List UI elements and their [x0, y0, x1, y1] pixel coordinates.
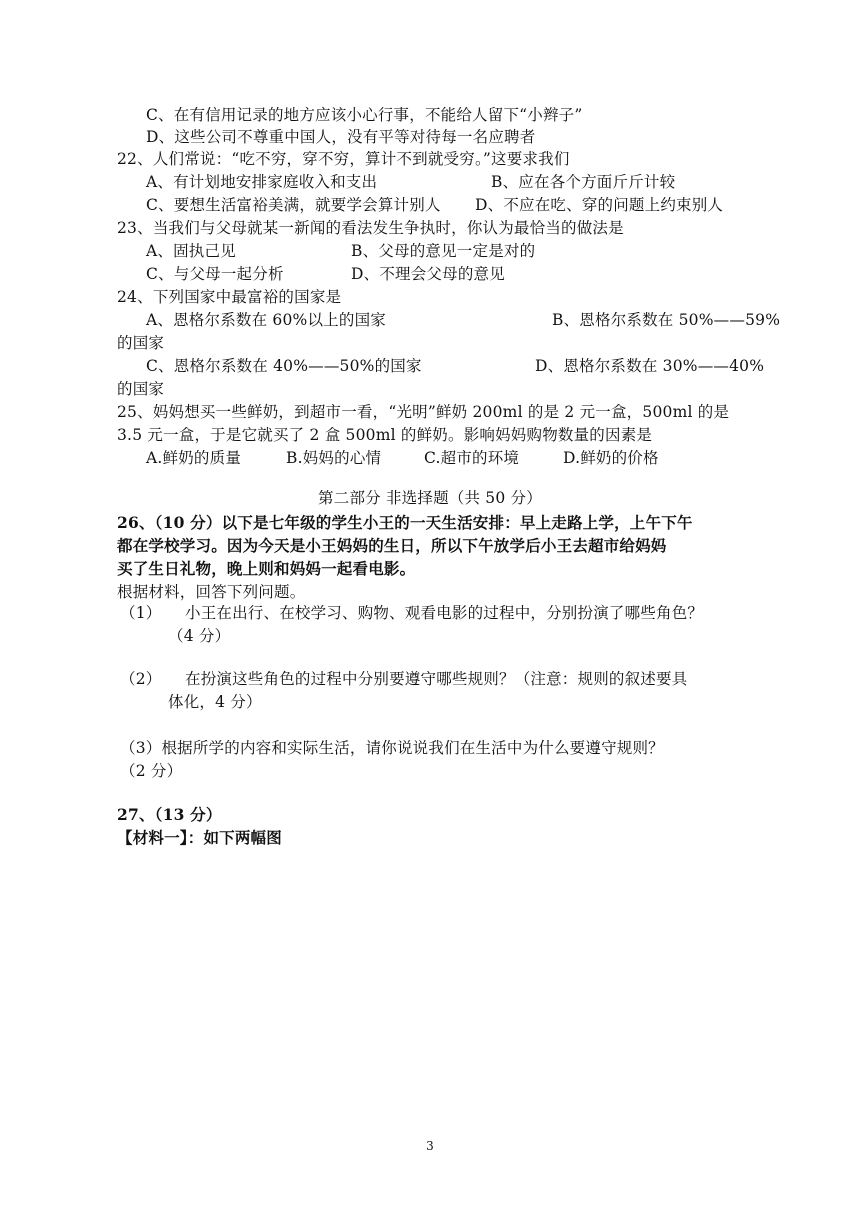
q24-stem: 24、下列国家中最富裕的国家是: [117, 288, 342, 306]
q24-option-b-cont: 的国家: [117, 334, 165, 352]
q22-option-c: C、要想生活富裕美满，就要学会算计别人: [146, 196, 441, 214]
q24-option-d-cont: 的国家: [117, 380, 165, 398]
q21-option-d: D、这些公司不尊重中国人，没有平等对待每一名应聘者: [146, 128, 536, 146]
q26-sub2-number: （2）: [120, 670, 162, 688]
q22-option-b: B、应在各个方面斤斤计较: [491, 173, 676, 191]
q25-stem-line-1: 25、妈妈想买一些鲜奶，到超市一看，“光明”鲜奶 200ml 的是 2 元一盒，500ml 的是: [117, 403, 730, 421]
q24-option-d: D、恩格尔系数在 30%——40%: [535, 357, 765, 375]
q25-stem-line-2: 3.5 元一盒，于是它就买了 2 盒 500ml 的鲜奶。影响妈妈购物数量的因素是: [117, 426, 653, 444]
q23-stem: 23、当我们与父母就某一新闻的看法发生争执时，你认为最恰当的做法是: [117, 219, 624, 237]
q22-option-a: A、有计划地安排家庭收入和支出: [146, 173, 378, 191]
q26-sub3-text: （3）根据所学的内容和实际生活，请你说说我们在生活中为什么要遵守规则？: [120, 739, 664, 757]
q25-option-b: B.妈妈的心情: [286, 449, 382, 467]
part-two-heading: 第二部分 非选择题（共 50 分）: [318, 489, 542, 507]
q26-material-line-3: 买了生日礼物，晚上则和妈妈一起看电影。: [117, 559, 416, 578]
page-number: 3: [426, 1139, 434, 1153]
q23-option-c: C、与父母一起分析: [146, 265, 284, 283]
q24-option-c: C、恩格尔系数在 40%——50%的国家: [146, 357, 422, 375]
q25-option-d: D.鲜奶的价格: [563, 449, 659, 467]
q26-material-line-1: 26、（10 分）以下是七年级的学生小王的一天生活安排：早上走路上学，上午下午: [117, 513, 693, 532]
q26-sub1-points: （4 分）: [168, 627, 231, 645]
q26-sub1-text: 小王在出行、在校学习、购物、观看电影的过程中，分别扮演了哪些角色？: [185, 604, 704, 622]
q23-option-a: A、固执己见: [146, 242, 236, 260]
q25-option-a: A.鲜奶的质量: [146, 449, 242, 467]
q23-option-b: B、父母的意见一定是对的: [351, 242, 536, 260]
q24-option-b: B、恩格尔系数在 50%——59%: [552, 311, 781, 329]
q23-option-d: D、不理会父母的意见: [351, 265, 505, 283]
q26-prompt: 根据材料，回答下列问题。: [117, 583, 306, 601]
q22-option-d: D、不应在吃、穿的问题上约束别人: [475, 196, 724, 214]
q21-option-c: C、在有信用记录的地方应该小心行事，不能给人留下“小辫子”: [146, 106, 583, 124]
q26-sub3-points: （2 分）: [120, 762, 183, 780]
q26-sub2-text: 在扮演这些角色的过程中分别要遵守哪些规则？（注意：规则的叙述要具: [185, 670, 688, 688]
q25-option-c: C.超市的环境: [424, 449, 520, 467]
q27-material-one: 【材料一】：如下两幅图: [117, 828, 282, 847]
q22-stem: 22、人们常说：“吃不穷，穿不穷，算计不到就受穷。”这要求我们: [117, 150, 570, 168]
q26-sub2-text-cont: 体化，4 分）: [168, 693, 262, 711]
q27-heading: 27、（13 分）: [117, 805, 222, 824]
q24-option-a: A、恩格尔系数在 60%以上的国家: [146, 311, 386, 329]
q26-material-line-2: 都在学校学习。因为今天是小王妈妈的生日，所以下午放学后小王去超市给妈妈: [117, 536, 667, 555]
q26-sub1-number: （1）: [120, 604, 162, 622]
